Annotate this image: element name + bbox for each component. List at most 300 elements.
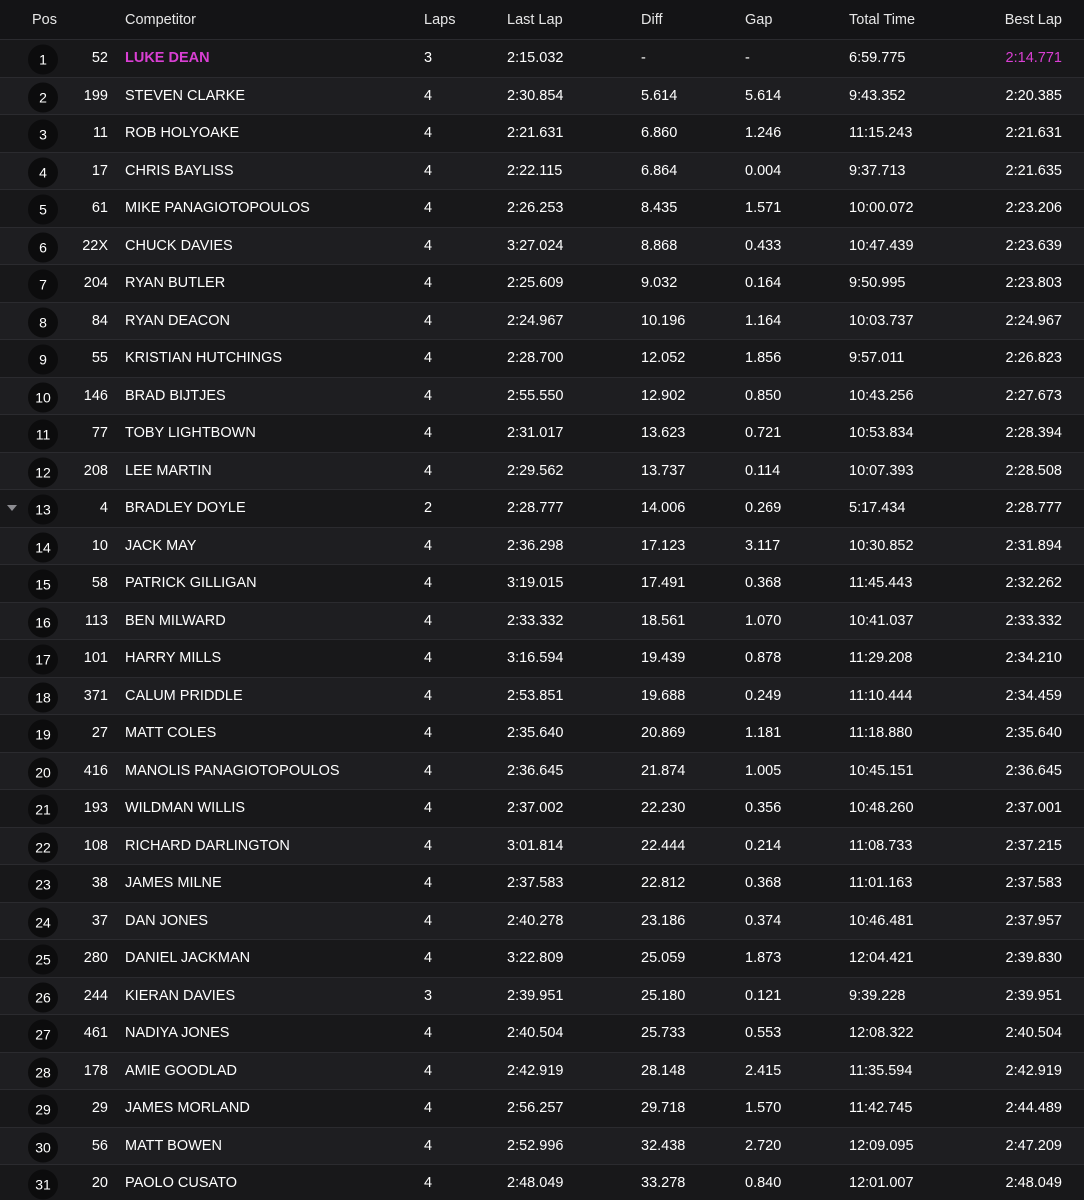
best-lap-cell <box>1006 688 1062 704</box>
diff-value: 14.006 <box>641 500 686 517</box>
best-lap-cell <box>1006 538 1062 554</box>
gap-value: 1.181 <box>745 725 782 742</box>
position-cell <box>28 567 58 600</box>
position-cell <box>28 904 58 937</box>
total-time-value: 5:17.434 <box>849 500 906 517</box>
gap-value: 1.070 <box>745 612 782 629</box>
total-time-value: 11:08.733 <box>849 837 913 854</box>
competitor-name[interactable]: STEVEN CLARKE <box>125 87 246 104</box>
position-cell <box>28 529 58 562</box>
best-lap-cell <box>1006 800 1062 816</box>
best-lap-cell <box>1006 763 1062 779</box>
position-badge: 26 <box>28 982 58 1012</box>
position-badge: 18 <box>28 682 58 712</box>
diff-value: 22.230 <box>641 800 686 817</box>
diff-value: 25.733 <box>641 1025 686 1042</box>
laps-value: 4 <box>424 1025 433 1042</box>
diff-value: 6.864 <box>641 162 678 179</box>
table-row[interactable] <box>0 527 1084 565</box>
position-badge: 19 <box>28 720 58 750</box>
total-time-value: 11:29.208 <box>849 650 913 667</box>
laps-value: 4 <box>424 725 433 742</box>
header-total-time[interactable]: Total Time <box>849 11 916 28</box>
table-row[interactable] <box>0 414 1084 452</box>
laps-value: 4 <box>424 837 433 854</box>
position-badge: 31 <box>28 1170 58 1200</box>
position-badge: 11 <box>28 420 58 450</box>
table-row[interactable] <box>0 1014 1084 1052</box>
car-number: 461 <box>83 1025 108 1042</box>
gap-value: 0.368 <box>745 575 782 592</box>
best-lap-value: 2:14.771 <box>1005 50 1062 67</box>
laps-value: 4 <box>424 200 433 217</box>
diff-value: 22.812 <box>641 875 686 892</box>
table-row[interactable] <box>0 977 1084 1015</box>
best-lap-cell <box>1006 463 1062 479</box>
last-lap-value: 2:55.550 <box>507 387 564 404</box>
diff-value: - <box>641 50 646 67</box>
total-time-value: 12:04.421 <box>849 950 914 967</box>
best-lap-cell <box>1006 1175 1062 1191</box>
gap-value: 1.246 <box>745 125 782 142</box>
competitor-name[interactable]: RYAN BUTLER <box>125 275 226 292</box>
header-pos[interactable]: Pos <box>32 11 57 28</box>
competitor-name[interactable]: KIERAN DAVIES <box>125 987 236 1004</box>
best-lap-value: 2:28.394 <box>1005 425 1062 442</box>
position-badge: 21 <box>28 795 58 825</box>
total-time-value: 11:35.594 <box>849 1062 913 1079</box>
laps-value: 4 <box>424 800 433 817</box>
gap-value: 0.356 <box>745 800 782 817</box>
competitor-name[interactable]: PATRICK GILLIGAN <box>125 575 257 592</box>
competitor-name[interactable]: BEN MILWARD <box>125 612 226 629</box>
diff-value: 20.869 <box>641 725 686 742</box>
total-time-value: 10:53.834 <box>849 425 914 442</box>
best-lap-value: 2:33.332 <box>1005 612 1062 629</box>
best-lap-value: 2:27.673 <box>1005 387 1062 404</box>
diff-value: 10.196 <box>641 312 686 329</box>
position-badge: 15 <box>28 570 58 600</box>
total-time-value: 6:59.775 <box>849 50 906 67</box>
total-time-value: 10:07.393 <box>849 462 914 479</box>
header-best-lap[interactable]: Best Lap <box>1004 11 1062 28</box>
best-lap-value: 2:20.385 <box>1005 87 1062 104</box>
diff-value: 13.737 <box>641 462 686 479</box>
total-time-value: 12:09.095 <box>849 1137 914 1154</box>
gap-value: 0.721 <box>745 425 782 442</box>
diff-value: 33.278 <box>641 1175 686 1192</box>
position-badge: 3 <box>28 120 58 150</box>
position-cell <box>28 454 58 487</box>
car-number: 56 <box>91 1137 108 1154</box>
last-lap-value: 2:21.631 <box>507 125 564 142</box>
diff-value: 18.561 <box>641 612 686 629</box>
last-lap-value: 2:29.562 <box>507 462 564 479</box>
laps-value: 4 <box>424 650 433 667</box>
competitor-name[interactable]: RYAN DEACON <box>125 312 231 329</box>
laps-value: 4 <box>424 1175 433 1192</box>
table-row[interactable] <box>0 827 1084 865</box>
total-time-value: 10:30.852 <box>849 537 914 554</box>
total-time-value: 10:43.256 <box>849 387 914 404</box>
car-number: 52 <box>91 50 108 67</box>
car-number: 38 <box>91 875 108 892</box>
competitor-name[interactable]: DANIEL JACKMAN <box>125 950 251 967</box>
laps-value: 4 <box>424 612 433 629</box>
best-lap-value: 2:23.206 <box>1005 200 1062 217</box>
gap-value: 0.214 <box>745 837 782 854</box>
last-lap-value: 3:01.814 <box>507 837 564 854</box>
last-lap-value: 2:26.253 <box>507 200 564 217</box>
best-lap-cell <box>1006 1063 1062 1079</box>
best-lap-cell <box>1006 388 1062 404</box>
position-cell <box>28 829 58 862</box>
table-row[interactable] <box>0 939 1084 977</box>
competitor-name[interactable]: MIKE PANAGIOTOPOULOS <box>125 200 310 217</box>
competitor-name[interactable]: ROB HOLYOAKE <box>125 125 240 142</box>
position-badge: 24 <box>28 907 58 937</box>
best-lap-value: 2:28.777 <box>1005 500 1062 517</box>
best-lap-value: 2:37.957 <box>1005 912 1062 929</box>
competitor-name[interactable]: MANOLIS PANAGIOTOPOULOS <box>125 762 340 779</box>
position-badge: 17 <box>28 645 58 675</box>
table-row[interactable] <box>0 39 1084 77</box>
last-lap-value: 3:16.594 <box>507 650 564 667</box>
header-laps[interactable]: Laps <box>424 11 456 28</box>
laps-value: 4 <box>424 762 433 779</box>
car-number: 193 <box>83 800 108 817</box>
position-badge: 12 <box>28 457 58 487</box>
best-lap-cell <box>1006 650 1062 666</box>
last-lap-value: 2:35.640 <box>507 725 564 742</box>
competitor-name[interactable]: BRADLEY DOYLE <box>125 500 246 517</box>
best-lap-value: 2:37.001 <box>1005 800 1062 817</box>
position-cell <box>28 492 58 525</box>
total-time-value: 9:43.352 <box>849 87 906 104</box>
table-row[interactable] <box>0 1052 1084 1090</box>
gap-value: 0.840 <box>745 1175 782 1192</box>
position-cell <box>28 229 58 262</box>
position-cell <box>28 154 58 187</box>
car-number: 11 <box>92 125 108 142</box>
diff-value: 9.032 <box>641 275 678 292</box>
position-badge: 7 <box>28 270 58 300</box>
last-lap-value: 2:31.017 <box>507 425 564 442</box>
laps-value: 4 <box>424 1062 433 1079</box>
best-lap-value: 2:47.209 <box>1005 1137 1062 1154</box>
table-row[interactable] <box>0 1164 1084 1200</box>
gap-value: 0.553 <box>745 1025 782 1042</box>
position-badge: 9 <box>28 345 58 375</box>
table-row[interactable] <box>0 227 1084 265</box>
car-number: 101 <box>83 650 108 667</box>
position-cell <box>28 117 58 150</box>
car-number: 178 <box>83 1062 108 1079</box>
best-lap-cell <box>1006 313 1062 329</box>
table-row[interactable] <box>0 714 1084 752</box>
best-lap-cell <box>1006 200 1062 216</box>
table-row[interactable] <box>0 1089 1084 1127</box>
gap-value: 1.005 <box>745 762 782 779</box>
competitor-name[interactable]: JAMES MILNE <box>125 875 222 892</box>
best-lap-cell <box>1006 125 1062 141</box>
best-lap-cell <box>1006 613 1062 629</box>
laps-value: 4 <box>424 425 433 442</box>
position-cell <box>28 604 58 637</box>
competitor-name[interactable]: CALUM PRIDDLE <box>125 687 243 704</box>
competitor-name[interactable]: AMIE GOODLAD <box>125 1062 237 1079</box>
last-lap-value: 2:39.951 <box>507 987 564 1004</box>
best-lap-value: 2:44.489 <box>1005 1100 1062 1117</box>
position-badge: 30 <box>28 1132 58 1162</box>
last-lap-value: 2:48.049 <box>507 1175 564 1192</box>
best-lap-cell <box>1006 725 1062 741</box>
position-badge: 1 <box>28 45 58 75</box>
last-lap-value: 2:22.115 <box>507 162 563 179</box>
car-number: 29 <box>91 1100 108 1117</box>
best-lap-value: 2:21.631 <box>1005 125 1062 142</box>
last-lap-value: 3:22.809 <box>507 950 564 967</box>
table-row[interactable] <box>0 489 1084 527</box>
last-lap-value: 2:53.851 <box>507 687 564 704</box>
table-row[interactable] <box>0 564 1084 602</box>
best-lap-value: 2:42.919 <box>1005 1062 1062 1079</box>
position-cell <box>28 792 58 825</box>
competitor-name[interactable]: DAN JONES <box>125 912 208 929</box>
position-badge: 13 <box>28 495 58 525</box>
competitor-name[interactable]: LUKE DEAN <box>125 50 210 67</box>
competitor-name[interactable]: BRAD BIJTJES <box>125 387 226 404</box>
gap-value: 0.004 <box>745 162 782 179</box>
diff-value: 22.444 <box>641 837 686 854</box>
gap-value: 0.374 <box>745 912 782 929</box>
best-lap-value: 2:32.262 <box>1005 575 1062 592</box>
header-gap[interactable]: Gap <box>745 11 773 28</box>
position-badge: 28 <box>28 1057 58 1087</box>
total-time-value: 10:45.151 <box>849 762 914 779</box>
competitor-name[interactable]: TOBY LIGHTBOWN <box>125 425 256 442</box>
diff-value: 25.180 <box>641 987 686 1004</box>
car-number: 204 <box>83 275 108 292</box>
position-badge: 29 <box>28 1095 58 1125</box>
car-number: 108 <box>83 837 108 854</box>
gap-value: 1.856 <box>745 350 782 367</box>
position-badge: 20 <box>28 757 58 787</box>
best-lap-value: 2:23.803 <box>1005 275 1062 292</box>
competitor-name[interactable]: KRISTIAN HUTCHINGS <box>125 350 283 367</box>
diff-value: 5.614 <box>641 87 678 104</box>
gap-value: 0.368 <box>745 875 782 892</box>
last-lap-value: 2:40.504 <box>507 1025 564 1042</box>
table-row[interactable] <box>0 264 1084 302</box>
last-lap-value: 2:25.609 <box>507 275 564 292</box>
diff-value: 19.688 <box>641 687 686 704</box>
position-cell <box>28 754 58 787</box>
competitor-name[interactable]: NADIYA JONES <box>125 1025 230 1042</box>
position-badge: 10 <box>28 382 58 412</box>
table-row[interactable] <box>0 189 1084 227</box>
car-number: 199 <box>83 87 108 104</box>
last-lap-value: 2:30.854 <box>507 87 564 104</box>
table-row[interactable] <box>0 339 1084 377</box>
best-lap-cell <box>1006 1100 1062 1116</box>
position-badge: 27 <box>28 1020 58 1050</box>
best-lap-cell <box>1006 875 1062 891</box>
competitor-name[interactable]: JACK MAY <box>125 537 197 554</box>
laps-value: 4 <box>424 87 433 104</box>
position-badge: 22 <box>28 832 58 862</box>
competitor-name[interactable]: CHRIS BAYLISS <box>125 162 234 179</box>
car-number: 61 <box>91 200 108 217</box>
best-lap-cell <box>1006 350 1062 366</box>
position-cell <box>28 1054 58 1087</box>
position-cell <box>28 342 58 375</box>
position-badge: 5 <box>28 195 58 225</box>
gap-value: 0.269 <box>745 500 782 517</box>
diff-value: 28.148 <box>641 1062 686 1079</box>
best-lap-value: 2:48.049 <box>1005 1175 1062 1192</box>
competitor-name[interactable]: CHUCK DAVIES <box>125 237 233 254</box>
position-cell <box>28 1092 58 1125</box>
total-time-value: 12:01.007 <box>849 1175 914 1192</box>
laps-value: 4 <box>424 125 433 142</box>
position-cell <box>28 717 58 750</box>
header-competitor[interactable]: Competitor <box>125 11 196 28</box>
position-cell <box>28 1017 58 1050</box>
last-lap-value: 2:28.777 <box>507 500 564 517</box>
position-cell <box>28 42 58 75</box>
position-badge: 16 <box>28 607 58 637</box>
gap-value: 0.850 <box>745 387 782 404</box>
table-row[interactable] <box>0 1127 1084 1165</box>
car-number: 84 <box>91 312 108 329</box>
best-lap-value: 2:39.830 <box>1005 950 1062 967</box>
best-lap-cell <box>1006 500 1062 516</box>
header-last-lap[interactable]: Last Lap <box>507 11 563 28</box>
table-row[interactable] <box>0 752 1084 790</box>
position-cell <box>28 417 58 450</box>
position-cell <box>28 192 58 225</box>
total-time-value: 10:00.072 <box>849 200 914 217</box>
diff-value: 8.435 <box>641 200 678 217</box>
best-lap-cell <box>1006 425 1062 441</box>
last-lap-value: 3:19.015 <box>507 575 564 592</box>
last-lap-value: 2:36.645 <box>507 762 564 779</box>
car-number: 58 <box>91 575 108 592</box>
last-lap-value: 3:27.024 <box>507 237 564 254</box>
last-lap-value: 2:37.583 <box>507 875 564 892</box>
table-row[interactable] <box>0 639 1084 677</box>
position-cell <box>28 267 58 300</box>
best-lap-value: 2:36.645 <box>1005 762 1062 779</box>
laps-value: 4 <box>424 687 433 704</box>
best-lap-cell <box>1006 50 1062 66</box>
laps-value: 4 <box>424 275 433 292</box>
laps-value: 4 <box>424 237 433 254</box>
laps-value: 4 <box>424 350 433 367</box>
last-lap-value: 2:52.996 <box>507 1137 564 1154</box>
total-time-value: 11:15.243 <box>849 125 913 142</box>
gap-value: 0.433 <box>745 237 782 254</box>
position-badge: 6 <box>28 232 58 262</box>
gap-value: 1.873 <box>745 950 782 967</box>
table-row[interactable] <box>0 302 1084 340</box>
competitor-name[interactable]: HARRY MILLS <box>125 650 222 667</box>
car-number: 416 <box>83 762 108 779</box>
car-number: 10 <box>91 537 108 554</box>
best-lap-cell <box>1006 238 1062 254</box>
competitor-name[interactable]: PAOLO CUSATO <box>125 1175 237 1192</box>
gap-value: 2.415 <box>745 1062 782 1079</box>
diff-value: 6.860 <box>641 125 678 142</box>
total-time-value: 11:45.443 <box>849 575 913 592</box>
car-number: 146 <box>83 387 108 404</box>
gap-value: 1.570 <box>745 1100 782 1117</box>
laps-value: 4 <box>424 162 433 179</box>
table-row[interactable] <box>0 377 1084 415</box>
diff-value: 12.902 <box>641 387 686 404</box>
diff-value: 19.439 <box>641 650 686 667</box>
competitor-name[interactable]: MATT BOWEN <box>125 1137 222 1154</box>
table-row[interactable] <box>0 677 1084 715</box>
competitor-name[interactable]: WILDMAN WILLIS <box>125 800 246 817</box>
diff-value: 23.186 <box>641 912 686 929</box>
laps-value: 4 <box>424 875 433 892</box>
diff-value: 17.491 <box>641 575 686 592</box>
laps-value: 4 <box>424 575 433 592</box>
table-row[interactable] <box>0 602 1084 640</box>
header-diff[interactable]: Diff <box>641 11 663 28</box>
competitor-name[interactable]: JAMES MORLAND <box>125 1100 250 1117</box>
best-lap-value: 2:35.640 <box>1005 725 1062 742</box>
best-lap-cell <box>1006 1138 1062 1154</box>
car-number: 280 <box>83 950 108 967</box>
car-number: 27 <box>91 725 108 742</box>
last-lap-value: 2:15.032 <box>507 50 564 67</box>
table-row[interactable] <box>0 864 1084 902</box>
laps-value: 2 <box>424 500 433 517</box>
laps-value: 4 <box>424 387 433 404</box>
table-row[interactable] <box>0 452 1084 490</box>
diff-value: 17.123 <box>641 537 686 554</box>
gap-value: 5.614 <box>745 87 782 104</box>
table-row[interactable] <box>0 152 1084 190</box>
car-number: 208 <box>83 462 108 479</box>
table-row[interactable] <box>0 902 1084 940</box>
best-lap-cell <box>1006 163 1062 179</box>
position-cell <box>28 642 58 675</box>
position-cell <box>28 867 58 900</box>
last-lap-value: 2:28.700 <box>507 350 564 367</box>
competitor-name[interactable]: LEE MARTIN <box>125 462 212 479</box>
total-time-value: 11:10.444 <box>849 687 913 704</box>
best-lap-value: 2:31.894 <box>1005 537 1062 554</box>
position-cell <box>28 979 58 1012</box>
competitor-name[interactable]: MATT COLES <box>125 725 217 742</box>
table-row[interactable] <box>0 77 1084 115</box>
car-number: 20 <box>91 1175 108 1192</box>
diff-value: 21.874 <box>641 762 686 779</box>
table-row[interactable] <box>0 114 1084 152</box>
position-badge: 4 <box>28 157 58 187</box>
competitor-name[interactable]: RICHARD DARLINGTON <box>125 837 290 854</box>
best-lap-value: 2:34.210 <box>1005 650 1062 667</box>
table-row[interactable] <box>0 789 1084 827</box>
laps-value: 3 <box>424 987 433 1004</box>
best-lap-cell <box>1006 913 1062 929</box>
best-lap-cell <box>1006 950 1062 966</box>
laps-value: 4 <box>424 537 433 554</box>
